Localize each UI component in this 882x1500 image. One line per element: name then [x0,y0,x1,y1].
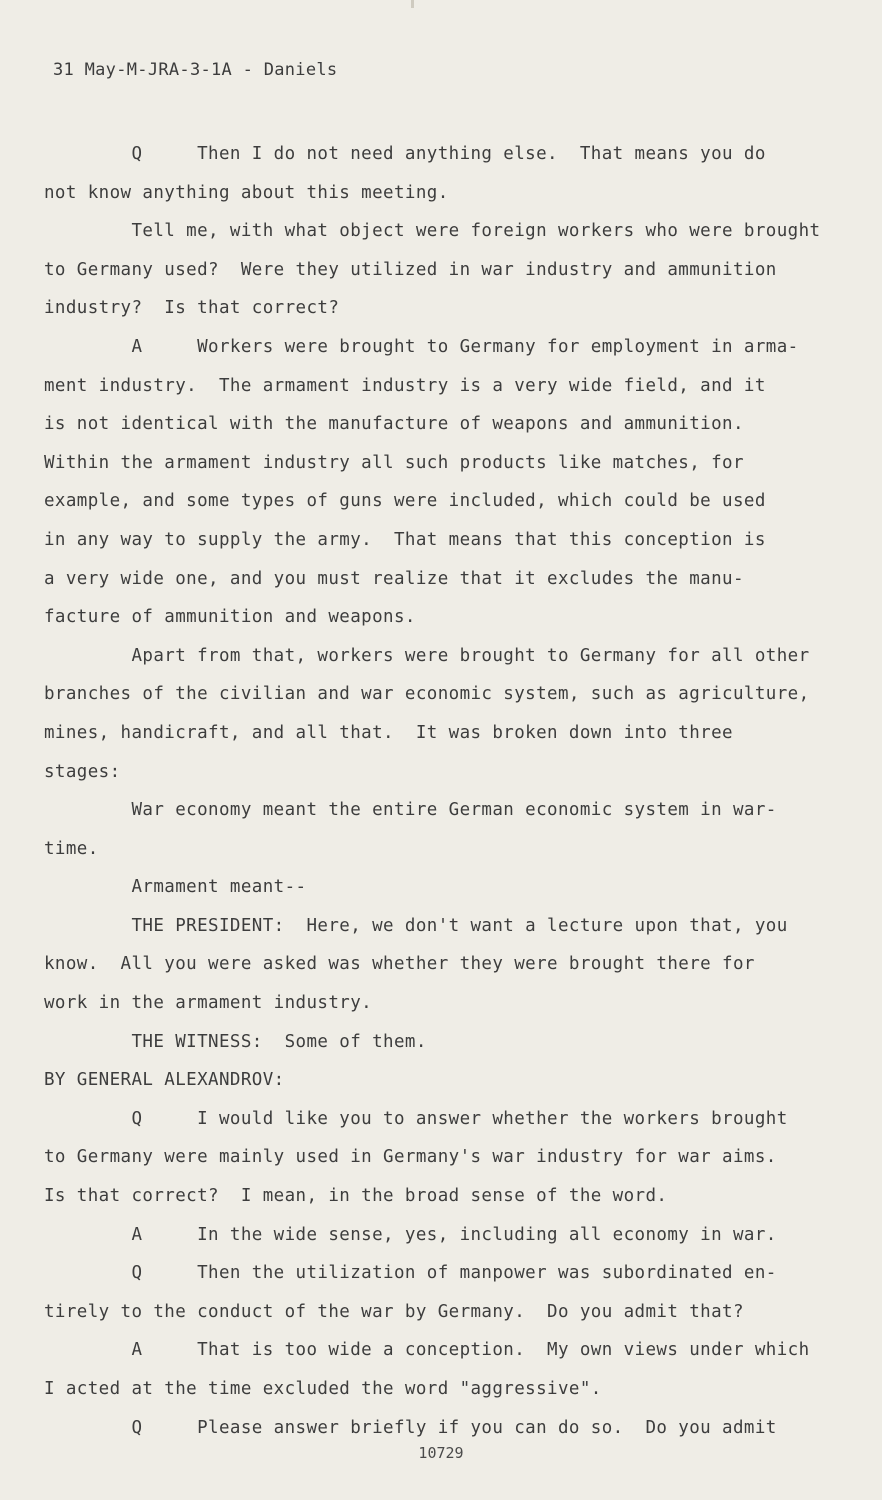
transcript-line: facture of ammunition and weapons. [44,607,416,628]
transcript-body [44,135,844,1447]
edge-mark-top [411,0,414,8]
transcript-line: Q Please answer briefly if you can do so. Do you admit [44,1417,777,1438]
transcript-line: work in the armament industry. [44,993,373,1014]
transcript-line: tirely to the conduct of the war by Germany. Do you admit that? [44,1301,744,1322]
transcript-line: is not identical with the manufacture of weapons and ammunition. [44,414,744,435]
transcript-line: Q I would like you to answer whether the workers brought [44,1108,788,1129]
transcript-line: in any way to supply the army. That means that this conception is [44,529,766,550]
transcript-line: War economy meant the entire German economic system in war- [44,800,777,821]
transcript-line: mines, handicraft, and all that. It was broken down into three [44,722,733,743]
transcript-line: A Workers were brought to Germany for employment in arma- [44,336,799,357]
transcript-line: branches of the civilian and war economic system, such as agriculture, [44,684,810,705]
transcript-line: time. [44,838,99,859]
transcript-line: THE PRESIDENT: Here, we don't want a lecture upon that, you [44,915,788,936]
transcript-line: to Germany used? Were they utilized in war industry and ammunition [44,259,777,280]
transcript-line: Q Then I do not need anything else. That means you do [44,144,766,164]
transcript-line: Is that correct? I mean, in the broad sense of the word. [44,1186,668,1207]
transcript-line: A In the wide sense, yes, including all economy in war. [44,1224,777,1245]
transcript-line: know. All you were asked was whether they were brought there for [44,954,755,975]
transcript-line: stages: [44,761,121,782]
document-header: 31 May-M-JRA-3-1A - Daniels [53,60,338,80]
transcript-line: to Germany were mainly used in Germany's war industry for war aims. [44,1147,777,1168]
transcript-line: example, and some types of guns were included, which could be used [44,491,766,512]
transcript-line: Q Then the utilization of manpower was subordinated en- [44,1263,777,1284]
transcript-line: BY GENERAL ALEXANDROV: [44,1070,285,1091]
transcript-line: Armament meant-- [44,877,307,898]
transcript-line: I acted at the time excluded the word "aggressive". [44,1379,602,1399]
transcript-line: industry? Is that correct? [44,298,340,319]
page-number: 10729 [418,1444,464,1462]
transcript-line: A That is too wide a conception. My own views under which [44,1340,810,1361]
transcript-line: Apart from that, workers were brought to Germany for all other [44,645,810,666]
transcript-line: THE WITNESS: Some of them. [44,1031,427,1052]
transcript-line: Within the armament industry all such products like matches, for [44,452,744,473]
transcript-line: Tell me, with what object were foreign workers who were brought [44,221,821,242]
transcript-line: a very wide one, and you must realize that it excludes the manu- [44,568,744,589]
transcript-line: ment industry. The armament industry is a very wide field, and it [44,375,766,396]
transcript-line: not know anything about this meeting. [44,182,449,203]
